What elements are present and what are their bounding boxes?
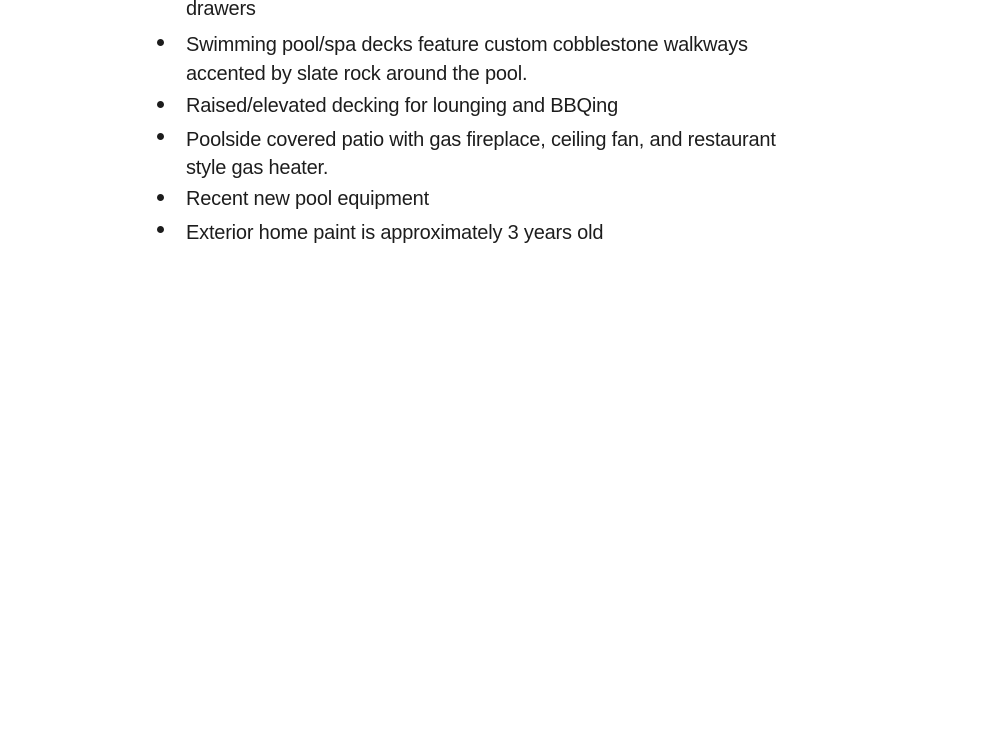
list-item-text-continuation: accented by slate rock around the pool. — [186, 63, 528, 85]
list-item-text: drawers — [186, 0, 256, 20]
bullet-icon — [157, 226, 164, 233]
bullet-icon — [157, 133, 164, 140]
list-item-text: Recent new pool equipment — [186, 188, 429, 210]
list-item-text: Exterior home paint is approximately 3 years old — [186, 222, 604, 244]
list-item-text: Swimming pool/spa decks feature custom cobblestone walkways — [186, 34, 748, 56]
list-item-text-continuation: style gas heater. — [186, 157, 329, 179]
list-item-text: Raised/elevated decking for lounging and BBQing — [186, 95, 619, 117]
list-item-text: Poolside covered patio with gas fireplace, ceiling fan, and restaurant — [186, 129, 776, 151]
bullet-icon — [157, 194, 164, 201]
bullet-icon — [157, 39, 164, 46]
bullet-icon — [157, 101, 164, 108]
